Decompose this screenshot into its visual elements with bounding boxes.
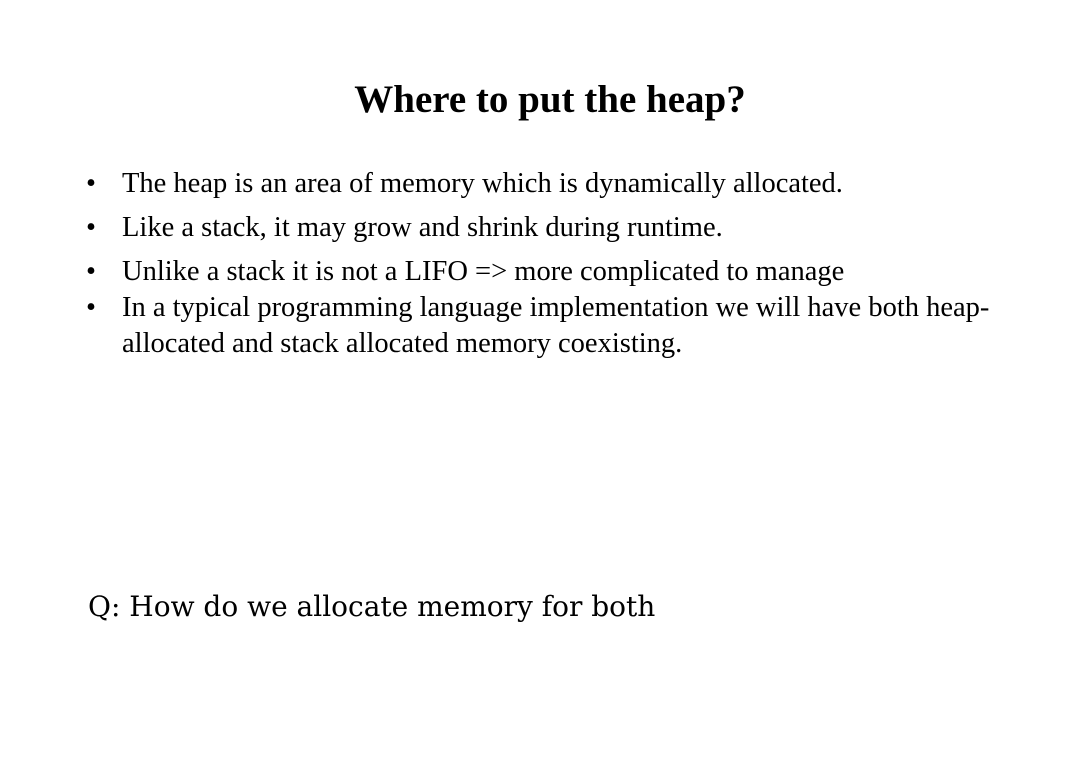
bullet-text: In a typical programming language implementation we will have both heap-allocated and stack allocated memory coexisting.	[122, 292, 990, 359]
bullet-icon: •	[86, 168, 96, 199]
bullet-icon: •	[86, 212, 96, 243]
bullet-item	[86, 290, 1026, 362]
slide-title: Where to put the heap?	[354, 78, 746, 121]
question-text: Q: How do we allocate memory for both	[88, 590, 656, 623]
bullet-text: The heap is an area of memory which is dynamically allocated.	[122, 168, 843, 199]
bullet-text: Unlike a stack it is not a LIFO => more complicated to manage	[122, 256, 845, 287]
bullet-icon: •	[86, 292, 96, 323]
bullet-item	[86, 166, 1026, 202]
bullet-item	[86, 210, 1026, 246]
bullet-list	[86, 166, 1026, 370]
bullet-item	[86, 254, 1026, 290]
bullet-text: Like a stack, it may grow and shrink during runtime.	[122, 212, 723, 243]
bullet-icon: •	[86, 256, 96, 287]
